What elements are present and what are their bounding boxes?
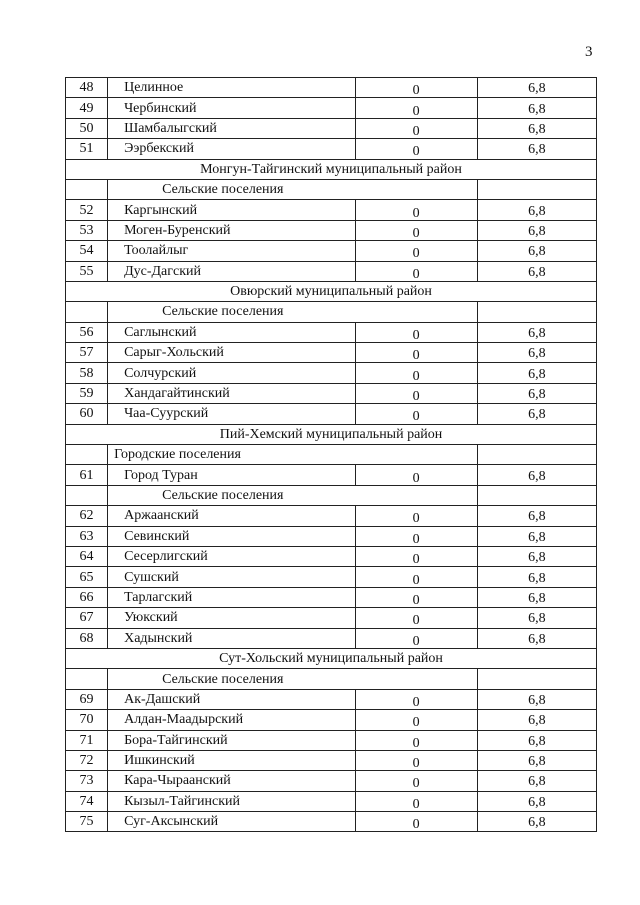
value-a: 0 [412, 592, 420, 608]
page-number: 3 [585, 44, 593, 60]
value-a-cell [355, 608, 477, 628]
value-a-cell [355, 220, 477, 240]
value-a-cell [355, 363, 477, 383]
settlement-name-cell: Ээрбекский [108, 139, 355, 159]
settlement-name-cell: Хандагайтинский [108, 383, 355, 403]
row-number-cell: 69 [66, 689, 108, 709]
table-row [66, 78, 597, 98]
table-row [66, 261, 597, 281]
value-a-cell [355, 506, 477, 526]
settlement-name-cell: Моген-Буренский [108, 220, 355, 240]
row-number-cell: 54 [66, 241, 108, 261]
value-a: 0 [412, 694, 420, 710]
value-b-cell [477, 628, 596, 648]
value-b-cell [477, 506, 596, 526]
value-b-cell [477, 404, 596, 424]
settlement-name-cell: Солчурский [108, 363, 355, 383]
value-a: 0 [412, 776, 420, 792]
value-a-cell [355, 526, 477, 546]
value-a: 0 [412, 735, 420, 751]
value-a: 0 [412, 409, 420, 425]
value-b: 6,8 [528, 774, 546, 790]
value-a: 0 [412, 368, 420, 384]
subheader-value-cell [477, 302, 596, 322]
value-a-cell [355, 546, 477, 566]
value-a-cell [355, 139, 477, 159]
value-a-cell [355, 812, 477, 832]
value-a-cell [355, 750, 477, 770]
settlement-type-row [66, 179, 597, 199]
value-a: 0 [412, 266, 420, 282]
row-number-cell: 49 [66, 98, 108, 118]
settlement-name-cell: Кызыл-Тайгинский [108, 791, 355, 811]
value-a: 0 [412, 470, 420, 486]
value-a: 0 [412, 531, 420, 547]
value-a-cell [355, 200, 477, 220]
district-title: Монгун-Тайгинский муниципальный район [66, 159, 597, 179]
table-row [66, 771, 597, 791]
table-row [66, 383, 597, 403]
value-b-cell [477, 689, 596, 709]
table-row [66, 689, 597, 709]
value-b: 6,8 [528, 203, 546, 219]
value-b: 6,8 [528, 815, 546, 831]
settlement-name-cell: Суг-Аксынский [108, 812, 355, 832]
row-number-cell: 68 [66, 628, 108, 648]
value-a: 0 [412, 796, 420, 812]
table-row [66, 139, 597, 159]
settlements-table-body [66, 78, 597, 832]
settlement-name-cell: Сарыг-Хольский [108, 343, 355, 363]
table-row [66, 587, 597, 607]
settlement-name-cell: Дус-Дагский [108, 261, 355, 281]
row-number-cell: 65 [66, 567, 108, 587]
value-b-cell [477, 812, 596, 832]
value-a-cell [355, 343, 477, 363]
settlement-name-cell: Ишкинский [108, 750, 355, 770]
table-row [66, 710, 597, 730]
settlement-name-cell: Саглынский [108, 322, 355, 342]
value-b: 6,8 [528, 101, 546, 117]
value-b: 6,8 [528, 733, 546, 749]
value-a: 0 [412, 225, 420, 241]
row-number-cell: 51 [66, 139, 108, 159]
row-number-cell: 59 [66, 383, 108, 403]
value-b: 6,8 [528, 692, 546, 708]
value-a-cell [355, 118, 477, 138]
value-a-cell [355, 322, 477, 342]
value-a-cell [355, 465, 477, 485]
value-b-cell [477, 363, 596, 383]
row-number-cell: 72 [66, 750, 108, 770]
value-b-cell [477, 241, 596, 261]
value-b-cell [477, 730, 596, 750]
value-b: 6,8 [528, 529, 546, 545]
settlement-type-row [66, 302, 597, 322]
value-a: 0 [412, 83, 420, 98]
value-b-cell [477, 791, 596, 811]
row-number-cell: 52 [66, 200, 108, 220]
value-b-cell [477, 322, 596, 342]
value-b: 6,8 [528, 366, 546, 382]
value-b-cell [477, 465, 596, 485]
subheader-value-cell [477, 485, 596, 505]
value-b: 6,8 [528, 121, 546, 137]
row-number-cell: 60 [66, 404, 108, 424]
settlement-type-label: Сельские поселения [108, 302, 478, 322]
settlement-type-label: Сельские поселения [108, 485, 478, 505]
table-row [66, 546, 597, 566]
subheader-value-cell [477, 179, 596, 199]
value-b: 6,8 [528, 244, 546, 260]
row-number-cell: 75 [66, 812, 108, 832]
row-number-cell: 74 [66, 791, 108, 811]
table-row [66, 220, 597, 240]
table-row [66, 322, 597, 342]
value-b-cell [477, 98, 596, 118]
settlement-name-cell: Бора-Тайгинский [108, 730, 355, 750]
settlements-table [65, 77, 597, 832]
value-a-cell [355, 78, 477, 98]
value-b: 6,8 [528, 223, 546, 239]
settlement-name-cell: Сушский [108, 567, 355, 587]
value-a: 0 [412, 817, 420, 832]
settlement-name-cell: Город Туран [108, 465, 355, 485]
district-header-row [66, 281, 597, 301]
value-a: 0 [412, 389, 420, 404]
value-a-cell [355, 587, 477, 607]
value-a-cell [355, 771, 477, 791]
settlement-name-cell: Каргынский [108, 200, 355, 220]
settlement-name-cell: Чаа-Суурский [108, 404, 355, 424]
table-row [66, 241, 597, 261]
value-a-cell [355, 710, 477, 730]
settlement-type-row [66, 445, 597, 465]
value-a: 0 [412, 103, 420, 119]
table-row [66, 404, 597, 424]
district-header-row [66, 159, 597, 179]
value-b: 6,8 [528, 509, 546, 525]
value-a: 0 [412, 552, 420, 567]
subheader-num-cell [66, 669, 108, 689]
value-a: 0 [412, 715, 420, 730]
value-a-cell [355, 628, 477, 648]
settlement-name-cell: Уюкский [108, 608, 355, 628]
table-row [66, 791, 597, 811]
settlement-type-label: Городские поселения [108, 445, 478, 465]
value-a: 0 [412, 123, 420, 139]
value-b-cell [477, 118, 596, 138]
settlement-name-cell: Аржаанский [108, 506, 355, 526]
table-row [66, 465, 597, 485]
value-b: 6,8 [528, 81, 546, 97]
district-title: Пий-Хемский муниципальный район [66, 424, 597, 444]
row-number-cell: 50 [66, 118, 108, 138]
value-b: 6,8 [528, 346, 546, 362]
value-b: 6,8 [528, 754, 546, 770]
row-number-cell: 56 [66, 322, 108, 342]
value-a: 0 [412, 144, 420, 160]
value-b: 6,8 [528, 387, 546, 403]
district-title: Сут-Хольский муниципальный район [66, 648, 597, 668]
value-a: 0 [412, 633, 420, 649]
settlement-name-cell: Сесерлигский [108, 546, 355, 566]
value-b-cell [477, 200, 596, 220]
value-a-cell [355, 98, 477, 118]
value-b: 6,8 [528, 468, 546, 484]
value-b: 6,8 [528, 713, 546, 729]
value-a: 0 [412, 205, 420, 221]
settlement-name-cell: Шамбалыгский [108, 118, 355, 138]
value-b: 6,8 [528, 570, 546, 586]
settlement-type-row [66, 485, 597, 505]
value-b: 6,8 [528, 590, 546, 606]
table-row [66, 812, 597, 832]
settlement-name-cell: Хадынский [108, 628, 355, 648]
row-number-cell: 63 [66, 526, 108, 546]
value-b-cell [477, 383, 596, 403]
table-row [66, 118, 597, 138]
row-number-cell: 70 [66, 710, 108, 730]
value-a: 0 [412, 613, 420, 629]
value-b: 6,8 [528, 550, 546, 566]
subheader-num-cell [66, 179, 108, 199]
table-row [66, 343, 597, 363]
row-number-cell: 62 [66, 506, 108, 526]
value-b: 6,8 [528, 611, 546, 627]
district-title: Овюрский муниципальный район [66, 281, 597, 301]
table-row [66, 567, 597, 587]
settlement-type-row [66, 669, 597, 689]
subheader-num-cell [66, 485, 108, 505]
row-number-cell: 48 [66, 78, 108, 98]
value-b-cell [477, 546, 596, 566]
value-b-cell [477, 587, 596, 607]
subheader-value-cell [477, 669, 596, 689]
value-b: 6,8 [528, 325, 546, 341]
value-b: 6,8 [528, 142, 546, 158]
value-b-cell [477, 261, 596, 281]
row-number-cell: 67 [66, 608, 108, 628]
value-b-cell [477, 78, 596, 98]
settlement-type-label: Сельские поселения [108, 669, 478, 689]
value-b-cell [477, 567, 596, 587]
value-a-cell [355, 241, 477, 261]
value-a-cell [355, 791, 477, 811]
value-a-cell [355, 261, 477, 281]
row-number-cell: 55 [66, 261, 108, 281]
value-b-cell [477, 608, 596, 628]
row-number-cell: 58 [66, 363, 108, 383]
value-a-cell [355, 404, 477, 424]
value-b-cell [477, 220, 596, 240]
settlement-name-cell: Кара-Чыраанский [108, 771, 355, 791]
row-number-cell: 71 [66, 730, 108, 750]
settlement-name-cell: Тоолайлыг [108, 241, 355, 261]
value-b-cell [477, 771, 596, 791]
table-row [66, 750, 597, 770]
value-a: 0 [412, 511, 420, 527]
settlement-name-cell: Ак-Дашский [108, 689, 355, 709]
value-b-cell [477, 343, 596, 363]
value-b: 6,8 [528, 794, 546, 810]
subheader-num-cell [66, 445, 108, 465]
value-b-cell [477, 710, 596, 730]
table-row [66, 628, 597, 648]
value-a: 0 [412, 756, 420, 771]
value-a: 0 [412, 327, 420, 343]
settlement-name-cell: Целинное [108, 78, 355, 98]
value-b: 6,8 [528, 407, 546, 423]
value-b-cell [477, 139, 596, 159]
settlement-type-label: Сельские поселения [108, 179, 478, 199]
table-row [66, 730, 597, 750]
value-a: 0 [412, 246, 420, 262]
value-a-cell [355, 383, 477, 403]
value-b-cell [477, 750, 596, 770]
value-a: 0 [412, 572, 420, 588]
table-row [66, 608, 597, 628]
subheader-value-cell [477, 445, 596, 465]
settlement-name-cell: Алдан-Маадырский [108, 710, 355, 730]
subheader-num-cell [66, 302, 108, 322]
value-a-cell [355, 567, 477, 587]
row-number-cell: 64 [66, 546, 108, 566]
table-row [66, 200, 597, 220]
row-number-cell: 73 [66, 771, 108, 791]
settlement-name-cell: Чербинский [108, 98, 355, 118]
value-a: 0 [412, 348, 420, 363]
district-header-row [66, 648, 597, 668]
table-row [66, 526, 597, 546]
district-header-row [66, 424, 597, 444]
row-number-cell: 53 [66, 220, 108, 240]
table-row [66, 98, 597, 118]
value-a-cell [355, 689, 477, 709]
row-number-cell: 66 [66, 587, 108, 607]
settlement-name-cell: Тарлагский [108, 587, 355, 607]
value-b: 6,8 [528, 264, 546, 280]
value-a-cell [355, 730, 477, 750]
row-number-cell: 57 [66, 343, 108, 363]
settlement-name-cell: Севинский [108, 526, 355, 546]
row-number-cell: 61 [66, 465, 108, 485]
table-row [66, 363, 597, 383]
table-row [66, 506, 597, 526]
value-b: 6,8 [528, 631, 546, 647]
value-b-cell [477, 526, 596, 546]
